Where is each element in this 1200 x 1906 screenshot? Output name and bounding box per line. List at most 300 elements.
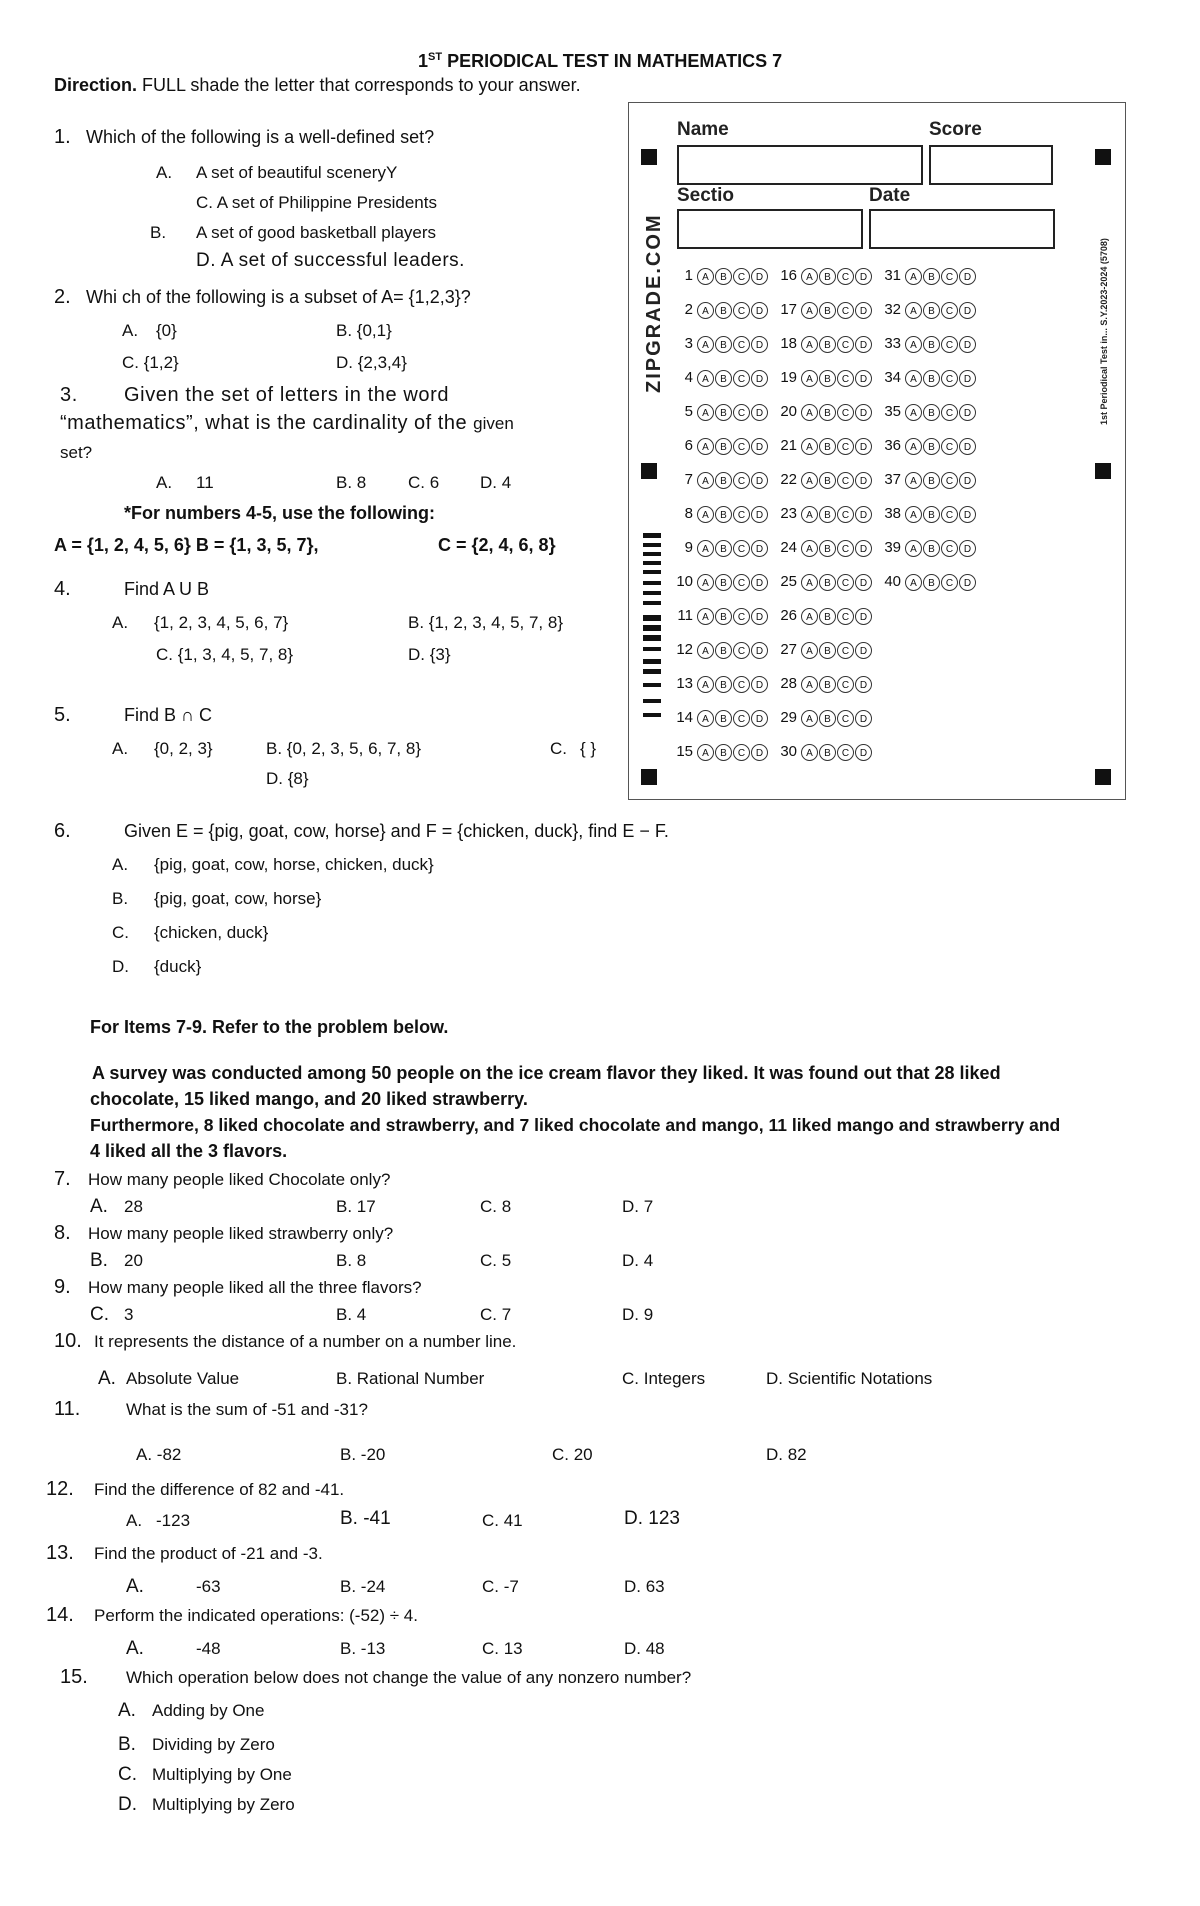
answer-bubble[interactable]: A xyxy=(697,676,714,693)
answer-bubble[interactable]: C xyxy=(733,744,750,761)
answer-bubble[interactable]: A xyxy=(905,438,922,455)
answer-bubble[interactable]: A xyxy=(801,540,818,557)
question-number: 22 xyxy=(780,471,797,488)
q6-option-b: B. {pig, goat, cow, horse} xyxy=(112,889,322,908)
q12-option-b: B. -41 xyxy=(340,1508,391,1529)
answer-bubble[interactable]: C xyxy=(733,438,750,455)
answer-row xyxy=(669,367,977,389)
question-number: 3 xyxy=(684,335,693,352)
answer-bubble[interactable]: B xyxy=(819,370,836,387)
question-3-line3: set? xyxy=(60,443,93,462)
q14-option-b: B. -13 xyxy=(340,1639,386,1658)
answer-bubble[interactable]: B xyxy=(923,540,940,557)
q4-option-a: A. {1, 2, 3, 4, 5, 6, 7} xyxy=(112,613,289,632)
q6-option-d: D. {duck} xyxy=(112,957,202,976)
answer-bubble[interactable]: B xyxy=(715,438,732,455)
answer-bubble[interactable]: A xyxy=(801,404,818,421)
q11-option-a: A. -82 xyxy=(136,1445,182,1464)
q2-option-a: A. {0} xyxy=(122,321,177,340)
answer-bubble[interactable]: A xyxy=(801,574,818,591)
q1-option-c: C. A set of Philippine Presidents xyxy=(196,193,437,212)
question-2: 2. Whi ch of the following is a subset of A= {1,2,3}? xyxy=(54,286,471,308)
question-9: 9. How many people liked all the three flavors? xyxy=(54,1276,422,1298)
q13-option-a: A. -63 xyxy=(126,1576,221,1597)
answer-bubble[interactable]: C xyxy=(733,710,750,727)
survey-paragraph-4: 4 liked all the 3 flavors. xyxy=(90,1141,288,1161)
answer-bubble[interactable]: B xyxy=(819,336,836,353)
question-number: 31 xyxy=(884,267,901,284)
answer-bubble[interactable]: B xyxy=(923,472,940,489)
question-number: 37 xyxy=(884,471,901,488)
name-field[interactable] xyxy=(677,145,923,185)
q5-option-b: B. {0, 2, 3, 5, 6, 7, 8} xyxy=(266,739,422,758)
answer-bubble[interactable]: B xyxy=(819,608,836,625)
answer-bubble[interactable]: B xyxy=(715,336,732,353)
q8-option-a: B. 20 xyxy=(90,1250,143,1271)
answer-bubble[interactable]: C xyxy=(941,574,958,591)
answer-bubble[interactable]: D xyxy=(855,336,872,353)
answer-bubble[interactable]: A xyxy=(697,370,714,387)
answer-row xyxy=(669,333,977,355)
answer-bubble[interactable]: C xyxy=(733,370,750,387)
q7-option-d: D. 7 xyxy=(622,1197,654,1216)
barcode-bar xyxy=(643,683,661,687)
question-number: 33 xyxy=(884,335,901,352)
q8-option-b: B. 8 xyxy=(336,1251,367,1270)
q3-option-a: A. 11 xyxy=(156,473,214,492)
q12-option-d: D. 123 xyxy=(624,1508,680,1529)
date-field[interactable] xyxy=(869,209,1055,249)
q13-option-b: B. -24 xyxy=(340,1577,386,1596)
answer-bubble[interactable]: D xyxy=(959,472,976,489)
question-number: 6 xyxy=(684,437,693,454)
barcode-bar xyxy=(643,635,661,641)
answer-bubble[interactable]: A xyxy=(801,302,818,319)
answer-bubble[interactable]: B xyxy=(715,472,732,489)
question-number: 11 xyxy=(677,607,693,624)
answer-bubble[interactable]: A xyxy=(697,506,714,523)
question-4: 4. Find A U B xyxy=(54,578,210,600)
answer-bubble[interactable]: D xyxy=(855,574,872,591)
q15-option-c: C. Multiplying by One xyxy=(118,1764,292,1785)
answer-bubble[interactable]: D xyxy=(959,540,976,557)
answer-bubble[interactable]: D xyxy=(959,268,976,285)
answer-bubble[interactable]: A xyxy=(905,540,922,557)
answer-bubble[interactable]: A xyxy=(697,540,714,557)
question-5: 5. Find B ∩ C xyxy=(54,704,212,726)
answer-bubble[interactable]: A xyxy=(905,336,922,353)
q12-option-c: C. 41 xyxy=(482,1511,523,1530)
answer-bubble[interactable]: A xyxy=(697,438,714,455)
question-number: 29 xyxy=(780,709,797,726)
answer-bubble[interactable]: B xyxy=(819,506,836,523)
question-number: 23 xyxy=(780,505,797,522)
q8-option-d: D. 4 xyxy=(622,1251,654,1270)
answer-bubble[interactable]: C xyxy=(837,642,854,659)
answer-bubble[interactable]: A xyxy=(905,574,922,591)
answer-bubble[interactable]: D xyxy=(751,710,768,727)
answer-bubble[interactable]: D xyxy=(959,506,976,523)
q10-option-d: D. Scientific Notations xyxy=(766,1369,933,1388)
q15-option-d: D. Multiplying by Zero xyxy=(118,1794,295,1815)
question-number: 10 xyxy=(676,573,693,590)
answer-bubble[interactable]: D xyxy=(855,268,872,285)
answer-bubble[interactable]: C xyxy=(837,370,854,387)
answer-bubble[interactable]: D xyxy=(751,608,768,625)
directions: Direction. FULL shade the letter that corresponds to your answer. xyxy=(54,75,581,95)
barcode-bar xyxy=(643,543,661,547)
answer-row xyxy=(669,605,873,627)
answer-bubble[interactable]: A xyxy=(905,472,922,489)
answer-bubble[interactable]: C xyxy=(733,574,750,591)
answer-bubble[interactable]: B xyxy=(819,744,836,761)
answer-bubble[interactable]: B xyxy=(923,370,940,387)
section-field[interactable] xyxy=(677,209,863,249)
q6-option-a: A. {pig, goat, cow, horse, chicken, duck} xyxy=(112,855,434,874)
zipgrade-logo: ZIPGRADE.COM xyxy=(643,213,665,393)
section-label: Sectio xyxy=(677,185,735,206)
answer-bubble[interactable]: D xyxy=(959,404,976,421)
answer-row xyxy=(669,707,873,729)
question-6: 6. Given E = {pig, goat, cow, horse} and F = {chicken, duck}, find E − F. xyxy=(54,820,669,842)
answer-bubble[interactable]: C xyxy=(733,540,750,557)
q10-option-b: B. Rational Number xyxy=(336,1369,485,1388)
answer-bubble[interactable]: C xyxy=(941,302,958,319)
question-number: 19 xyxy=(780,369,797,386)
question-number: 35 xyxy=(884,403,901,420)
answer-row xyxy=(669,537,977,559)
q9-option-d: D. 9 xyxy=(622,1305,654,1324)
answer-bubble[interactable]: A xyxy=(697,268,714,285)
q4-option-c: C. {1, 3, 4, 5, 7, 8} xyxy=(156,645,294,664)
answer-bubble[interactable]: B xyxy=(715,710,732,727)
question-number: 4 xyxy=(684,369,693,386)
answer-bubble[interactable]: B xyxy=(923,302,940,319)
answer-bubble[interactable]: A xyxy=(905,506,922,523)
barcode-bar xyxy=(643,561,661,565)
answer-bubble[interactable]: D xyxy=(959,370,976,387)
answer-row xyxy=(669,503,977,525)
question-number: 30 xyxy=(780,743,797,760)
answer-bubble[interactable]: D xyxy=(751,574,768,591)
answer-bubble[interactable]: B xyxy=(819,574,836,591)
answer-bubble[interactable]: B xyxy=(819,710,836,727)
q5-option-c: C. { } xyxy=(550,739,597,758)
q1-option-a: A. A set of beautiful sceneryY xyxy=(156,163,398,182)
q4-option-d: D. {3} xyxy=(408,645,451,664)
registration-mark xyxy=(1095,769,1111,785)
answer-bubble[interactable]: C xyxy=(733,336,750,353)
q11-option-c: C. 20 xyxy=(552,1445,593,1464)
answer-bubble[interactable]: C xyxy=(837,438,854,455)
q11-option-d: D. 82 xyxy=(766,1445,807,1464)
q7-option-b: B. 17 xyxy=(336,1197,376,1216)
question-number: 40 xyxy=(884,573,901,590)
barcode-bar xyxy=(643,552,661,556)
answer-bubble[interactable]: B xyxy=(819,268,836,285)
answer-bubble[interactable]: D xyxy=(855,608,872,625)
question-10: 10. It represents the distance of a number on a number line. xyxy=(54,1330,517,1352)
answer-bubble[interactable]: C xyxy=(941,268,958,285)
answer-bubble[interactable]: B xyxy=(715,404,732,421)
q2-option-b: B. {0,1} xyxy=(336,321,392,340)
question-number: 8 xyxy=(684,505,693,522)
answer-bubble[interactable]: B xyxy=(715,642,732,659)
answer-bubble[interactable]: C xyxy=(837,404,854,421)
name-label: Name xyxy=(677,119,729,140)
answer-bubble[interactable]: D xyxy=(959,438,976,455)
answer-bubble[interactable]: A xyxy=(905,302,922,319)
answer-bubble[interactable]: C xyxy=(837,676,854,693)
question-number: 38 xyxy=(884,505,901,522)
answer-bubble[interactable]: B xyxy=(923,268,940,285)
answer-bubble[interactable]: C xyxy=(837,574,854,591)
answer-bubble[interactable]: D xyxy=(751,506,768,523)
q9-option-a: C. 3 xyxy=(90,1304,134,1325)
q3-option-b: B. 8 xyxy=(336,473,367,492)
answer-bubble[interactable]: D xyxy=(959,574,976,591)
answer-bubble[interactable]: D xyxy=(855,404,872,421)
answer-bubble[interactable]: B xyxy=(715,302,732,319)
barcode-bar xyxy=(643,533,661,538)
answer-bubble[interactable]: C xyxy=(941,404,958,421)
answer-bubble[interactable]: C xyxy=(941,472,958,489)
answer-bubble[interactable]: B xyxy=(819,438,836,455)
q3-option-d: D. 4 xyxy=(480,473,512,492)
question-number: 39 xyxy=(884,539,901,556)
answer-bubble[interactable]: C xyxy=(837,608,854,625)
answer-bubble[interactable]: B xyxy=(923,506,940,523)
answer-bubble[interactable]: A xyxy=(697,608,714,625)
q6-option-c: C. {chicken, duck} xyxy=(112,923,269,942)
q14-option-d: D. 48 xyxy=(624,1639,665,1658)
answer-bubble[interactable]: A xyxy=(801,744,818,761)
answer-bubble[interactable]: D xyxy=(751,302,768,319)
q15-option-a: A. Adding by One xyxy=(118,1700,265,1721)
score-field[interactable] xyxy=(929,145,1053,185)
answer-bubble[interactable]: A xyxy=(697,472,714,489)
barcode-bar xyxy=(643,713,661,717)
answer-bubble[interactable]: C xyxy=(733,642,750,659)
answer-bubble[interactable]: B xyxy=(819,676,836,693)
answer-bubble[interactable]: B xyxy=(715,506,732,523)
answer-bubble[interactable]: D xyxy=(751,336,768,353)
answer-bubble[interactable]: D xyxy=(855,744,872,761)
answer-bubble[interactable]: B xyxy=(715,676,732,693)
answer-row xyxy=(669,435,977,457)
answer-bubble[interactable]: D xyxy=(751,404,768,421)
answer-bubble[interactable]: A xyxy=(697,404,714,421)
q14-option-c: C. 13 xyxy=(482,1639,523,1658)
answer-bubble[interactable]: B xyxy=(923,336,940,353)
answer-bubble[interactable]: A xyxy=(905,404,922,421)
answer-bubble[interactable]: D xyxy=(855,472,872,489)
answer-bubble[interactable]: A xyxy=(801,370,818,387)
answer-bubble[interactable]: C xyxy=(733,472,750,489)
question-1: 1. Which of the following is a well-defined set? xyxy=(54,126,435,148)
answer-bubble[interactable]: D xyxy=(751,676,768,693)
answer-bubble[interactable]: D xyxy=(751,744,768,761)
answer-bubble[interactable]: C xyxy=(941,438,958,455)
survey-paragraph-3: Furthermore, 8 liked chocolate and strawberry, and 7 liked chocolate and mango, 11 liked mango and strawberry and xyxy=(90,1115,1061,1135)
answer-bubble[interactable]: D xyxy=(855,302,872,319)
answer-bubble[interactable]: C xyxy=(837,540,854,557)
answer-bubble[interactable]: A xyxy=(905,268,922,285)
registration-mark xyxy=(641,463,657,479)
q1-option-d: D. A set of successful leaders. xyxy=(196,250,465,271)
answer-bubble[interactable]: C xyxy=(941,336,958,353)
answer-bubble[interactable]: C xyxy=(941,506,958,523)
answer-bubble[interactable]: B xyxy=(923,438,940,455)
question-number: 12 xyxy=(676,641,693,658)
answer-bubble[interactable]: B xyxy=(715,540,732,557)
question-number: 24 xyxy=(780,539,797,556)
q13-option-c: C. -7 xyxy=(482,1577,519,1596)
answer-bubble[interactable]: C xyxy=(837,336,854,353)
score-label: Score xyxy=(929,119,982,140)
question-number: 28 xyxy=(780,675,797,692)
answer-bubble[interactable]: D xyxy=(855,676,872,693)
answer-bubble[interactable]: D xyxy=(855,642,872,659)
answer-bubble[interactable]: D xyxy=(855,710,872,727)
answer-bubble[interactable]: D xyxy=(751,472,768,489)
barcode-bar xyxy=(643,625,661,631)
answer-row xyxy=(669,673,873,695)
question-number: 16 xyxy=(780,267,797,284)
answer-bubble[interactable]: D xyxy=(959,302,976,319)
q9-option-b: B. 4 xyxy=(336,1305,367,1324)
answer-bubble[interactable]: C xyxy=(733,268,750,285)
answer-bubble[interactable]: C xyxy=(733,676,750,693)
answer-bubble[interactable]: D xyxy=(751,268,768,285)
answer-bubble[interactable]: A xyxy=(801,710,818,727)
answer-bubble[interactable]: C xyxy=(733,608,750,625)
answer-bubble[interactable]: C xyxy=(837,302,854,319)
question-number: 14 xyxy=(676,709,693,726)
sets-a-b: A = {1, 2, 4, 5, 6} B = {1, 3, 5, 7}, xyxy=(54,535,319,555)
answer-bubble[interactable]: B xyxy=(923,404,940,421)
answer-bubble[interactable]: B xyxy=(715,608,732,625)
question-number: 20 xyxy=(780,403,797,420)
answer-bubble[interactable]: C xyxy=(837,710,854,727)
answer-bubble[interactable]: D xyxy=(751,438,768,455)
answer-bubble[interactable]: A xyxy=(801,336,818,353)
zipgrade-answer-sheet xyxy=(628,102,1126,800)
page-title: 1ST PERIODICAL TEST IN MATHEMATICS 7 xyxy=(418,51,783,71)
answer-bubble[interactable]: C xyxy=(837,472,854,489)
question-number: 13 xyxy=(676,675,693,692)
q15-option-b: B. Dividing by Zero xyxy=(118,1734,275,1755)
answer-bubble[interactable]: A xyxy=(801,608,818,625)
question-number: 5 xyxy=(684,403,693,420)
answer-bubble[interactable]: D xyxy=(751,370,768,387)
answer-bubble[interactable]: A xyxy=(801,472,818,489)
q1-option-b: B. A set of good basketball players xyxy=(150,223,437,242)
answer-bubble[interactable]: A xyxy=(801,642,818,659)
answer-row xyxy=(669,469,977,491)
answer-bubble[interactable]: B xyxy=(715,744,732,761)
question-3-line2: “mathematics”, what is the cardinality of the given xyxy=(60,412,514,434)
answer-bubble[interactable]: A xyxy=(697,574,714,591)
q5-option-d: D. {8} xyxy=(266,769,309,788)
answer-bubble[interactable]: A xyxy=(801,676,818,693)
answer-row xyxy=(669,401,977,423)
registration-mark xyxy=(641,769,657,785)
answer-bubble[interactable]: B xyxy=(715,370,732,387)
answer-bubble[interactable]: A xyxy=(801,506,818,523)
q4-option-b: B. {1, 2, 3, 4, 5, 7, 8} xyxy=(408,613,564,632)
question-7: 7. How many people liked Chocolate only? xyxy=(54,1168,391,1190)
answer-row xyxy=(669,571,977,593)
survey-paragraph-1: A survey was conducted among 50 people on the ice cream flavor they liked. It was found out that 28 liked xyxy=(92,1063,1001,1083)
answer-bubble[interactable]: B xyxy=(715,268,732,285)
q11-option-b: B. -20 xyxy=(340,1445,386,1464)
answer-bubble[interactable]: C xyxy=(733,404,750,421)
barcode-bar xyxy=(643,669,661,674)
answer-bubble[interactable]: A xyxy=(697,336,714,353)
barcode-bar xyxy=(643,615,661,621)
question-8: 8. How many people liked strawberry only? xyxy=(54,1222,394,1244)
q3-option-c: C. 6 xyxy=(408,473,440,492)
answer-bubble[interactable]: C xyxy=(733,506,750,523)
answer-bubble[interactable]: B xyxy=(819,302,836,319)
q7-option-c: C. 8 xyxy=(480,1197,512,1216)
registration-mark xyxy=(641,149,657,165)
question-number: 34 xyxy=(884,369,901,386)
answer-bubble[interactable]: B xyxy=(819,472,836,489)
answer-bubble[interactable]: C xyxy=(941,540,958,557)
answer-bubble[interactable]: D xyxy=(855,540,872,557)
answer-bubble[interactable]: C xyxy=(941,370,958,387)
question-11: 11. What is the sum of -51 and -31? xyxy=(54,1398,368,1420)
barcode-bar xyxy=(643,591,661,595)
answer-bubble[interactable]: D xyxy=(751,540,768,557)
barcode-bar xyxy=(643,699,661,703)
q10-option-a: A. Absolute Value xyxy=(98,1368,240,1389)
answer-bubble[interactable]: D xyxy=(751,642,768,659)
answer-bubble[interactable]: D xyxy=(959,336,976,353)
answer-bubble[interactable]: B xyxy=(819,642,836,659)
answer-bubble[interactable]: B xyxy=(715,574,732,591)
answer-bubble[interactable]: A xyxy=(697,642,714,659)
barcode-bar xyxy=(643,659,661,664)
answer-bubble[interactable]: C xyxy=(733,302,750,319)
answer-row xyxy=(669,741,873,763)
answer-bubble[interactable]: A xyxy=(801,268,818,285)
answer-bubble[interactable]: A xyxy=(905,370,922,387)
barcode-bar xyxy=(643,647,661,651)
question-number: 2 xyxy=(684,301,693,318)
answer-bubble[interactable]: D xyxy=(855,370,872,387)
question-number: 25 xyxy=(780,573,797,590)
answer-bubble[interactable]: B xyxy=(923,574,940,591)
answer-bubble[interactable]: D xyxy=(855,506,872,523)
answer-bubble[interactable]: B xyxy=(819,404,836,421)
note-items-4-5: *For numbers 4-5, use the following: xyxy=(124,503,436,523)
answer-bubble[interactable]: A xyxy=(697,710,714,727)
answer-bubble[interactable]: A xyxy=(801,438,818,455)
answer-bubble[interactable]: C xyxy=(837,268,854,285)
answer-bubble[interactable]: A xyxy=(697,302,714,319)
q14-option-a: A. -48 xyxy=(126,1638,221,1659)
answer-bubble[interactable]: D xyxy=(855,438,872,455)
question-13: 13. Find the product of -21 and -3. xyxy=(46,1542,323,1564)
answer-bubble[interactable]: C xyxy=(837,744,854,761)
answer-bubble[interactable]: B xyxy=(819,540,836,557)
answer-bubble[interactable]: A xyxy=(697,744,714,761)
answer-bubble[interactable]: C xyxy=(837,506,854,523)
date-label: Date xyxy=(869,185,911,206)
